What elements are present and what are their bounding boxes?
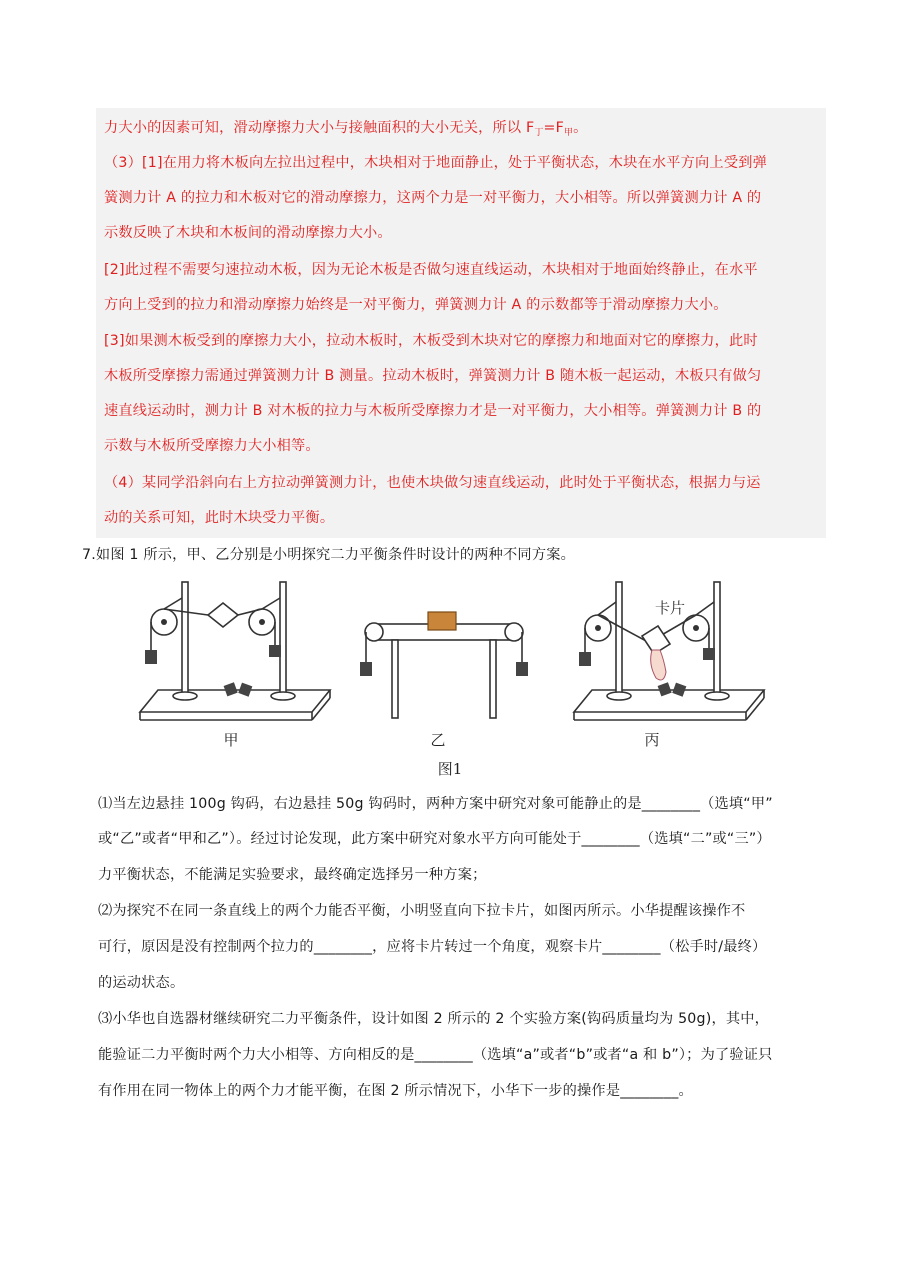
answer-line-8: 木板所受摩擦力需通过弹簧测力计 B 测量。拉动木板时，弹簧测力计 B 随木板一起运动，木板只有做匀 bbox=[104, 368, 762, 384]
figure-caption: 图1 bbox=[437, 760, 463, 778]
answer-line-6: 方向上受到的拉力和滑动摩擦力始终是一对平衡力，弹簧测力计 A 的示数都等于滑动摩擦力大小。 bbox=[104, 297, 728, 313]
answer-line-12: 动的关系可知，此时木块受力平衡。 bbox=[104, 510, 335, 526]
part-2-line-3: 的运动状态。 bbox=[98, 975, 185, 991]
answer-line-2: （3）[1]在用力将木板向左拉出过程中，木块相对于地面静止，处于平衡状态，木块在水平方向上受到弹 bbox=[104, 155, 767, 171]
answer-line-3: 簧测力计 A 的拉力和木板对它的滑动摩擦力，这两个力是一对平衡力，大小相等。所以弹簧测力计 A 的 bbox=[104, 190, 762, 206]
answer-line-4: 示数反映了木块和木板间的滑动摩擦力大小。 bbox=[104, 225, 392, 241]
answer-line-5: [2]此过程不需要匀速拉动木板，因为无论木板是否做匀速直线运动，木块相对于地面始终静止，在水平 bbox=[104, 262, 758, 278]
card-label: 卡片 bbox=[654, 599, 685, 617]
part-2-line-1: ⑵为探究不在同一条直线上的两个力能否平衡，小明竖直向下拉卡片，如图丙所示。小华提醒该操作不 bbox=[98, 903, 746, 919]
part-3-line-1: ⑶小华也自选器材继续研究二力平衡条件，设计如图 2 所示的 2 个实验方案(钩码质量均为 50g)，其中， bbox=[98, 1011, 770, 1027]
part-1-line-1: ⑴当左边悬挂 100g 钩码，右边悬挂 50g 钩码时，两种方案中研究对象可能静止的是________（选填“甲” bbox=[98, 796, 773, 812]
figure-1-apparatus bbox=[130, 570, 770, 735]
apparatus-jia bbox=[140, 582, 330, 720]
answer-line-1: 力大小的因素可知，滑动摩擦力大小与接触面积的大小无关，所以 $F_丁=F_甲$。 bbox=[104, 120, 588, 138]
label-bing: 丙 bbox=[644, 731, 660, 749]
answer-line-11: （4）某同学沿斜向右上方拉动弹簧测力计，也使木块做匀速直线运动，此时处于平衡状态，根据力与运 bbox=[104, 475, 761, 491]
answer-line-9: 速直线运动时，测力计 B 对木板的拉力与木板所受摩擦力才是一对平衡力，大小相等。弹簧测力计 B 的 bbox=[104, 403, 762, 419]
label-jia: 甲 bbox=[223, 731, 239, 749]
apparatus-yi bbox=[360, 612, 528, 718]
part-1-line-2: 或“乙”或者“甲和乙”）。经过讨论发现，此方案中研究对象水平方向可能处于________（选填“二”或“三”） bbox=[98, 831, 771, 847]
question-stem: 7.如图 1 所示，甲、乙分别是小明探究二力平衡条件时设计的两种不同方案。 bbox=[82, 547, 575, 563]
answer-line-7: [3]如果测木板受到的摩擦力大小，拉动木板时，木板受到木块对它的摩擦力和地面对它的摩擦力，此时 bbox=[104, 333, 758, 349]
label-yi: 乙 bbox=[430, 731, 446, 749]
part-2-line-2: 可行，原因是没有控制两个拉力的________，应将卡片转过一个角度，观察卡片________（松手时/最终） bbox=[98, 939, 767, 955]
part-3-line-2: 能验证二力平衡时两个力大小相等、方向相反的是________（选填“a”或者“b”或者“a 和 b”）；为了验证只 bbox=[98, 1047, 773, 1063]
part-1-line-3: 力平衡状态，不能满足实验要求，最终确定选择另一种方案； bbox=[98, 867, 487, 883]
answer-line-10: 示数与木板所受摩擦力大小相等。 bbox=[104, 438, 320, 454]
part-3-line-3: 有作用在同一物体上的两个力才能平衡，在图 2 所示情况下，小华下一步的操作是________。 bbox=[98, 1083, 693, 1099]
